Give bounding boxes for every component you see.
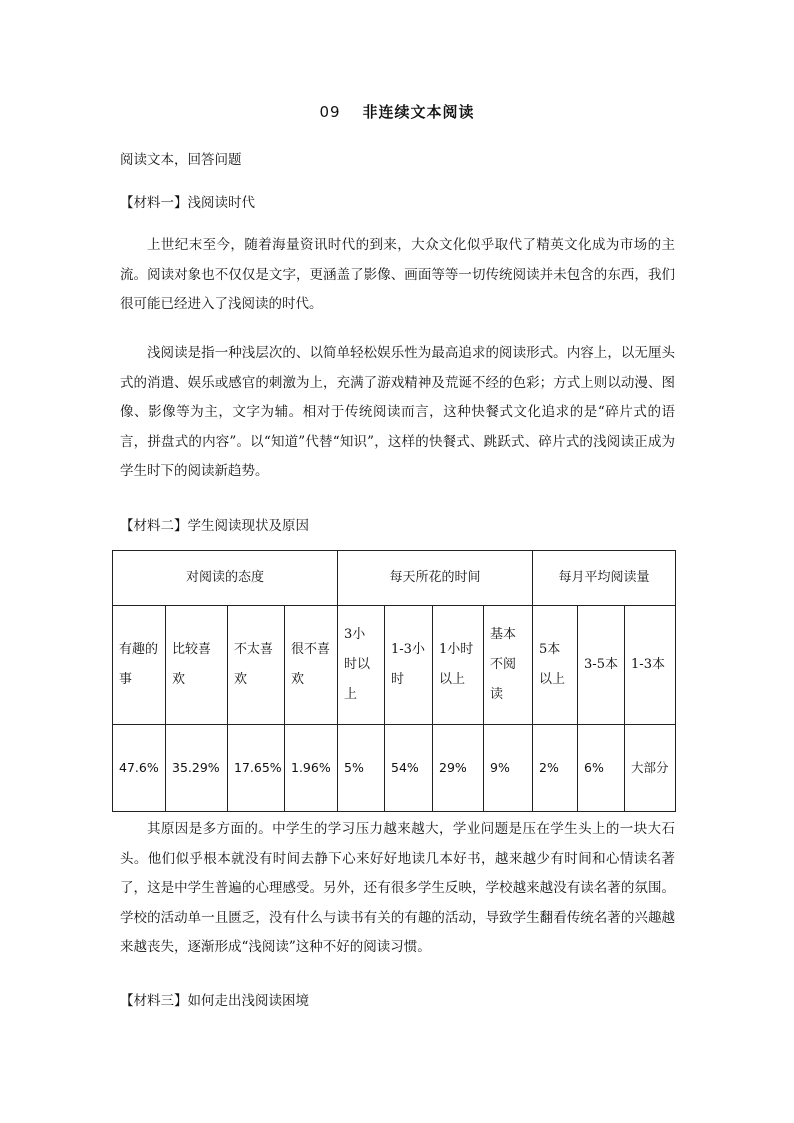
table-cell: 17.65% bbox=[228, 725, 285, 812]
table-group-header-row bbox=[113, 551, 676, 606]
table-group-header: 对阅读的态度 bbox=[113, 551, 338, 606]
table-subheader: 很不喜欢 bbox=[285, 606, 338, 725]
material3-label: 【材料三】 bbox=[120, 993, 188, 1009]
material2-paragraph: 其原因是多方面的。中学生的学习压力越来越大，学业问题是压在学生头上的一块大石头。他们似乎根本就没有时间去静下心来好好地读几本好书，越来越少有时间和心情读名著了，这是中学生普遍的心理感受。另外，还有很多学生反映，学校越来越没有读名著的氛围。学校的活动单一且匮乏，没有什么与读书有关的有趣的活动，导致学生翻看传统名著的兴趣越来越丧失，逐渐形成“浅阅读”这种不好的阅读习惯。 bbox=[120, 821, 675, 955]
material1-label: 【材料一】 bbox=[120, 195, 188, 211]
table-cell: 35.29% bbox=[166, 725, 228, 812]
instruction: 阅读文本，回答问题 bbox=[120, 152, 242, 168]
material2-title: 学生阅读现状及原因 bbox=[187, 518, 309, 534]
material3-title: 如何走出浅阅读困境 bbox=[187, 993, 309, 1009]
table-subheader: 不太喜欢 bbox=[228, 606, 285, 725]
table-subheader: 1-3小时 bbox=[385, 606, 433, 725]
table-cell: 2% bbox=[533, 725, 578, 812]
table-subheader: 3小时以上 bbox=[338, 606, 385, 725]
table-cell: 1.96% bbox=[285, 725, 338, 812]
table-cell: 6% bbox=[578, 725, 625, 812]
page-title bbox=[0, 101, 794, 122]
material1-paragraph-2: 浅阅读是指一种浅层次的、以简单轻松娱乐性为最高追求的阅读形式。内容上，以无厘头式的消遣、娱乐或感官的刺激为上，充满了游戏精神及荒诞不经的色彩；方式上则以动漫、图像、影像等为主，文字为辅。相对于传统阅读而言，这种快餐式文化追求的是“碎片式的语言，拼盘式的内容”。以“知道”代替“知识”，这样的快餐式、跳跃式、碎片式的浅阅读正成为学生时下的阅读新趋势。 bbox=[120, 345, 675, 479]
table-subheader: 5本以上 bbox=[533, 606, 578, 725]
table-subheader: 3-5本 bbox=[578, 606, 625, 725]
table-subheader: 比较喜欢 bbox=[166, 606, 228, 725]
material3-heading bbox=[120, 989, 309, 1009]
table-subheader: 1-3本 bbox=[625, 606, 676, 725]
table-values-row bbox=[113, 725, 676, 812]
table-subheader: 1小时以上 bbox=[433, 606, 484, 725]
table-subheader-row bbox=[113, 606, 676, 725]
table-group-header: 每月平均阅读量 bbox=[533, 551, 676, 606]
table-subheader: 基本不阅读 bbox=[484, 606, 533, 725]
table-cell: 54% bbox=[385, 725, 433, 812]
table-cell: 大部分 bbox=[625, 725, 676, 812]
table-cell: 9% bbox=[484, 725, 533, 812]
material1-paragraph-1: 上世纪末至今，随着海量资讯时代的到来，大众文化似乎取代了精英文化成为市场的主流。阅读对象也不仅仅是文字，更涵盖了影像、画面等等一切传统阅读并未包含的东西，我们很可能已经进入了浅阅读的时代。 bbox=[120, 237, 675, 312]
table-cell: 5% bbox=[338, 725, 385, 812]
material1-title: 浅阅读时代 bbox=[187, 195, 255, 211]
material2-label: 【材料二】 bbox=[120, 518, 188, 534]
survey-table bbox=[112, 550, 676, 812]
title-text: 非连续文本阅读 bbox=[362, 103, 475, 121]
material1-heading bbox=[120, 191, 255, 211]
table-subheader: 有趣的事 bbox=[113, 606, 166, 725]
table-group-header: 每天所花的时间 bbox=[338, 551, 533, 606]
table-cell: 29% bbox=[433, 725, 484, 812]
table-cell: 47.6% bbox=[113, 725, 166, 812]
material2-heading bbox=[120, 514, 309, 534]
title-number: 09 bbox=[319, 103, 341, 121]
